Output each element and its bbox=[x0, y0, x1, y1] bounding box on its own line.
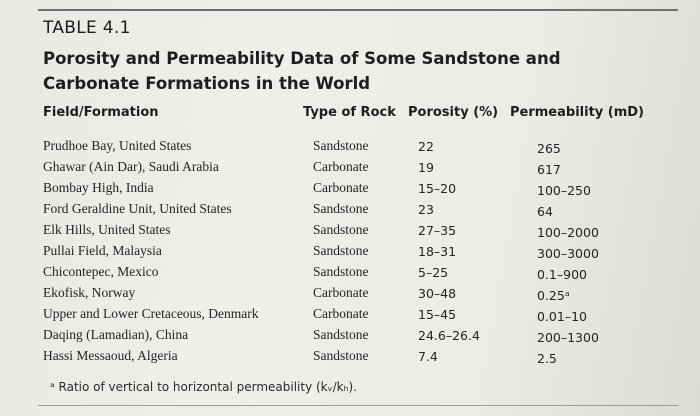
cell-rock-type: Sandstone bbox=[313, 222, 369, 237]
top-rule bbox=[38, 9, 678, 11]
cell-permeability: 300–3000 bbox=[537, 246, 599, 261]
cell-field: Bombay High, India bbox=[43, 180, 154, 195]
cell-field: Chicontepec, Mexico bbox=[43, 264, 159, 279]
cell-rock-type: Sandstone bbox=[313, 138, 369, 153]
cell-permeability: 200–1300 bbox=[537, 330, 599, 345]
cell-field: Ford Geraldine Unit, United States bbox=[43, 201, 232, 216]
cell-rock-type: Sandstone bbox=[313, 243, 369, 258]
cell-field: Pullai Field, Malaysia bbox=[43, 243, 162, 258]
cell-porosity: 5–25 bbox=[418, 265, 449, 280]
cell-porosity: 7.4 bbox=[418, 349, 438, 364]
cell-field: Ghawar (Ain Dar), Saudi Arabia bbox=[43, 159, 219, 174]
table-footnote: ᵃ Ratio of vertical to horizontal permeability (kᵥ/kₕ). bbox=[50, 380, 357, 394]
cell-porosity: 23 bbox=[418, 202, 434, 217]
cell-field: Elk Hills, United States bbox=[43, 222, 171, 237]
cell-porosity: 30–48 bbox=[418, 286, 457, 301]
cell-permeability: 100–250 bbox=[537, 183, 591, 198]
cell-permeability: 2.5 bbox=[537, 351, 557, 366]
cell-porosity: 19 bbox=[418, 160, 434, 175]
cell-permeability: 617 bbox=[537, 162, 561, 177]
header-permeability: Permeability (mD) bbox=[510, 105, 644, 120]
cell-porosity: 15–20 bbox=[418, 181, 457, 196]
cell-porosity: 15–45 bbox=[418, 307, 457, 322]
cell-field: Upper and Lower Cretaceous, Denmark bbox=[43, 306, 259, 321]
cell-field: Daqing (Lamadian), China bbox=[43, 327, 189, 342]
cell-rock-type: Sandstone bbox=[313, 327, 369, 342]
table-label: TABLE 4.1 bbox=[43, 18, 131, 38]
header-field: Field/Formation bbox=[43, 105, 159, 120]
cell-porosity: 24.6–26.4 bbox=[418, 328, 480, 343]
cell-porosity: 27–35 bbox=[418, 223, 457, 238]
header-rock-type: Type of Rock bbox=[303, 105, 396, 120]
header-porosity: Porosity (%) bbox=[408, 105, 499, 120]
cell-permeability: 265 bbox=[537, 141, 561, 156]
table-title: Porosity and Permeability Data of Some Sandstone and Carbonate Formations in the World bbox=[43, 49, 561, 93]
cell-field: Prudhoe Bay, United States bbox=[43, 138, 192, 153]
cell-field: Ekofisk, Norway bbox=[43, 285, 136, 300]
cell-rock-type: Carbonate bbox=[313, 285, 369, 300]
cell-porosity: 18–31 bbox=[418, 244, 457, 259]
cell-rock-type: Sandstone bbox=[313, 201, 369, 216]
cell-permeability: 64 bbox=[537, 204, 553, 219]
cell-rock-type: Carbonate bbox=[313, 180, 369, 195]
cell-rock-type: Sandstone bbox=[313, 264, 369, 279]
cell-permeability: 0.01–10 bbox=[537, 309, 587, 324]
cell-rock-type: Sandstone bbox=[313, 348, 369, 363]
cell-permeability: 0.1–900 bbox=[537, 267, 587, 282]
cell-field: Hassi Messaoud, Algeria bbox=[43, 348, 178, 363]
cell-permeability: 0.25ᵃ bbox=[537, 288, 570, 303]
cell-permeability: 100–2000 bbox=[537, 225, 599, 240]
bottom-rule bbox=[38, 405, 678, 406]
cell-rock-type: Carbonate bbox=[313, 159, 369, 174]
cell-porosity: 22 bbox=[418, 139, 434, 154]
cell-rock-type: Carbonate bbox=[313, 306, 369, 321]
